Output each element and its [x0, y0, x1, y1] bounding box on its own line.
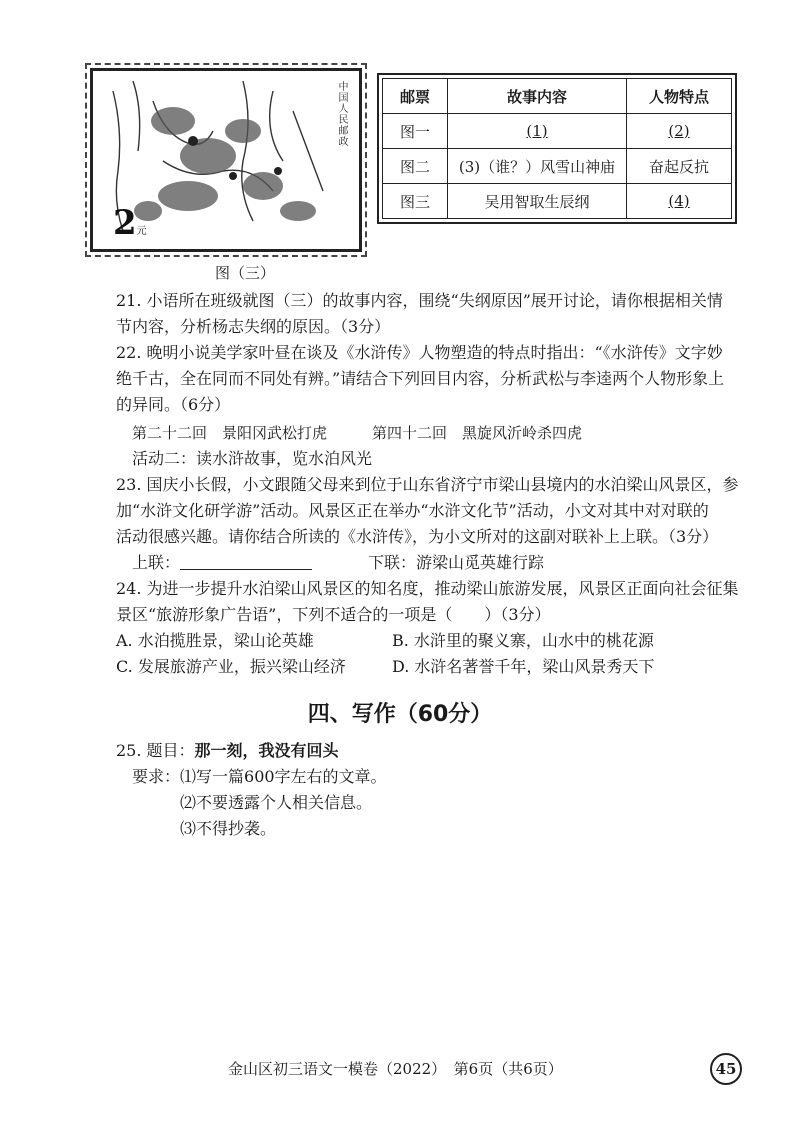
- question-22-line-3: 的异同。（6分）: [116, 395, 231, 414]
- figure-caption: 图（三）: [215, 264, 276, 282]
- question-22-line-1: 22. 晚明小说美学家叶昼在谈及《水浒传》人物塑造的特点时指出：“《水浒传》文字妙: [116, 343, 723, 362]
- page-footer: 金山区初三语文一模卷（2022） 第6页（共6页）: [228, 1060, 563, 1078]
- section-4-heading: 四、写作（60分）: [307, 702, 493, 727]
- question-25-title-label: 25. 题目：: [116, 741, 195, 760]
- question-21-line-2: 节内容，分析杨志失纲的原因。（3分）: [116, 317, 391, 336]
- table-header: 邮票: [383, 79, 448, 114]
- couplet-line: [132, 552, 544, 574]
- essay-title: 那一刻，我没有回头: [194, 741, 339, 760]
- table-cell: (1): [448, 114, 627, 149]
- stamp-image: [90, 68, 362, 252]
- table-cell: 图三: [383, 184, 448, 219]
- question-24-line-2: 景区“旅游形象广告语”，下列不适合的一项是（ ）（3分）: [116, 605, 551, 624]
- table-cell: 吴用智取生辰纲: [448, 184, 627, 219]
- table-cell: (3)（谁？）风雪山神庙: [448, 149, 627, 184]
- option-c[interactable]: C. 发展旅游产业，振兴梁山经济: [116, 657, 346, 676]
- table-header-row: [383, 79, 732, 114]
- chapter-22-title: 第二十二回 景阳冈武松打虎: [132, 424, 328, 442]
- stamp-country-text: 中国人民邮政: [336, 81, 347, 147]
- stamp-story-table: [382, 78, 732, 219]
- question-24-line-1: 24. 为进一步提升水泊梁山风景区的知名度，推动梁山旅游发展，风景区正面向社会征集: [116, 579, 739, 598]
- question-25-title-line: [116, 740, 339, 762]
- page-number-badge: 45: [710, 1053, 742, 1085]
- question-22-line-2: 绝千古，全在同而不同处有辨。”请结合下列回目内容，分析武松与李逵两个人物形象上: [116, 369, 725, 388]
- upper-couplet-label: 上联：: [132, 553, 181, 572]
- lower-couplet: 下联：游梁山觅英雄行踪: [368, 553, 545, 572]
- table-row: [383, 114, 732, 149]
- table-cell: 图一: [383, 114, 448, 149]
- table-cell: 图二: [383, 149, 448, 184]
- option-a[interactable]: A. 水泊揽胜景，梁山论英雄: [116, 631, 314, 650]
- table-header: 故事内容: [448, 79, 627, 114]
- table-row: [383, 149, 732, 184]
- upper-couplet-blank[interactable]: [180, 553, 312, 570]
- option-b[interactable]: B. 水浒里的聚义寨，山水中的桃花源: [392, 631, 654, 650]
- requirement-1: ⑴写一篇600字左右的文章。: [180, 767, 387, 786]
- question-23-line-1: 23. 国庆小长假，小文跟随父母来到位于山东省济宁市梁山县境内的水泊梁山风景区，参: [116, 475, 739, 494]
- table-cell: (4): [627, 184, 732, 219]
- requirement-2: ⑵不要透露个人相关信息。: [180, 793, 373, 812]
- option-d[interactable]: D. 水浒名著誉千年，梁山风景秀天下: [392, 657, 655, 676]
- table-row: [383, 184, 732, 219]
- chapter-42-title: 第四十二回 黑旋风沂岭杀四虎: [372, 424, 583, 442]
- question-23-line-3: 活动很感兴趣。请你结合所读的《水浒传》，为小文所对的这副对联补上上联。（3分）: [116, 527, 719, 546]
- stamp-face-value: 2元: [113, 203, 147, 243]
- table-cell: 奋起反抗: [627, 149, 732, 184]
- requirement-3: ⑶不得抄袭。: [180, 819, 277, 838]
- question-21-line-1: 21. 小语所在班级就图（三）的故事内容，围绕“失纲原因”展开讨论，请你根据相关情: [116, 291, 723, 310]
- requirements-line-1: [132, 766, 387, 788]
- question-23-line-2: 加“水浒文化研学游”活动。风景区正在举办“水浒文化节”活动，小文对其中对对联的: [116, 501, 709, 520]
- requirements-label: 要求：: [132, 767, 181, 786]
- activity-2-heading: 活动二：读水浒故事，览水泊风光: [132, 449, 373, 468]
- table-header: 人物特点: [627, 79, 732, 114]
- table-cell: (2): [627, 114, 732, 149]
